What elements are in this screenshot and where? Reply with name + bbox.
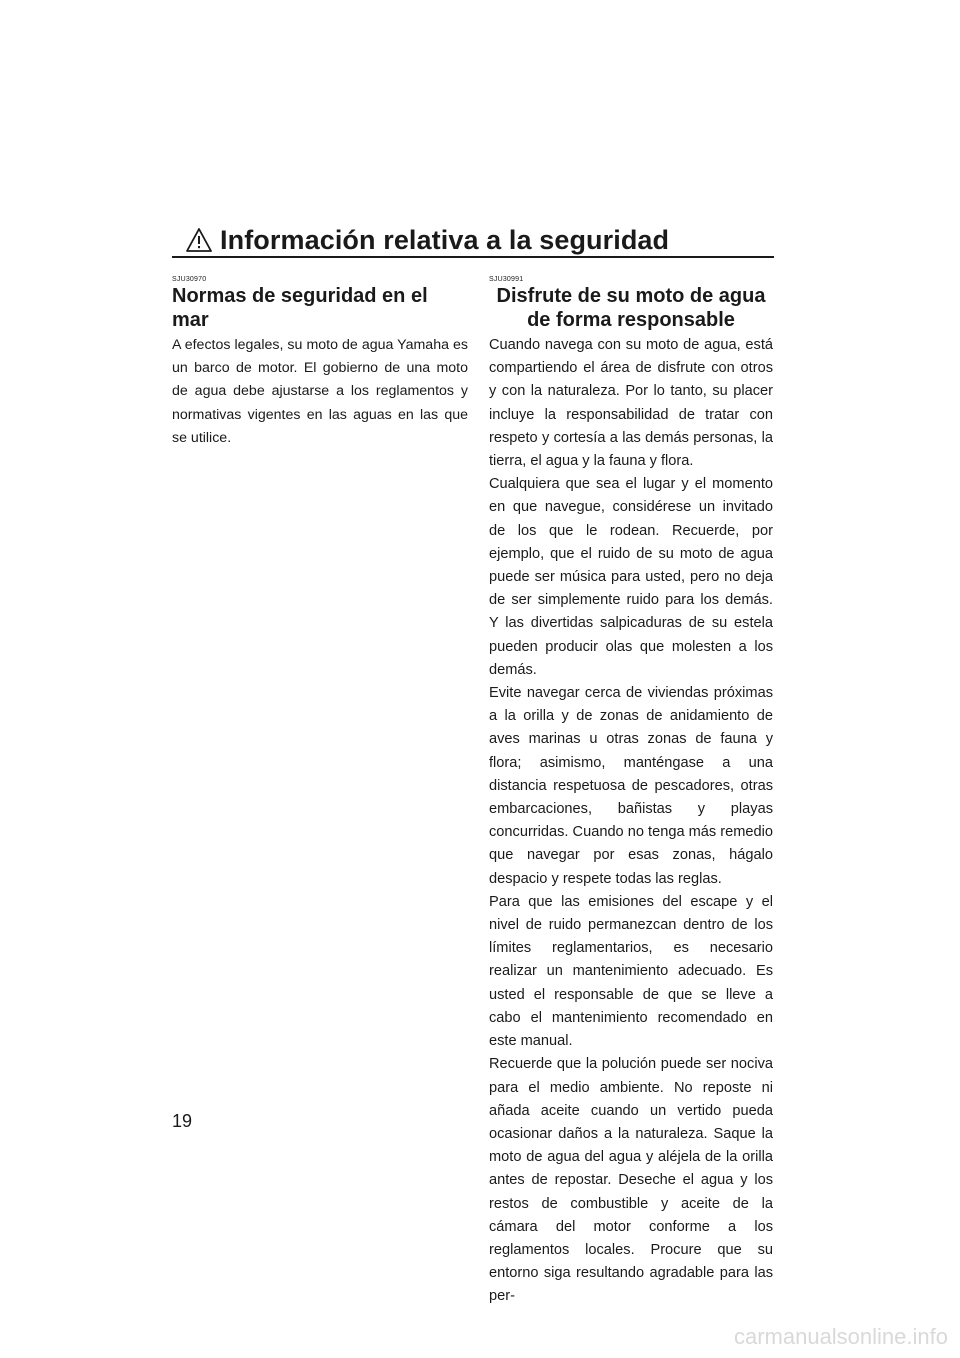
paragraph: Para que las emisiones del escape y el nivel de ruido permanezcan dentro de los límites reglamentarios, es necesario realizar un mantenimiento adecuado. Es usted el responsable de que se lleve a cabo el mantenimiento recomendado en este manual. <box>489 893 773 1050</box>
header-rule <box>172 256 774 258</box>
warning-triangle-icon <box>186 227 212 253</box>
section-code: SJU30991 <box>489 276 524 283</box>
right-column <box>489 276 773 1309</box>
header-row <box>172 222 774 258</box>
page-title: Información relativa a la seguridad <box>220 224 670 255</box>
section-body: A efectos legales, su moto de agua Yamaha es un barco de motor. El gobierno de una moto de agua debe ajustarse a los reglamentos y normativas vigentes en las aguas en las que se utilice. <box>172 337 468 446</box>
section-code: SJU30970 <box>172 276 207 283</box>
page-header <box>172 222 774 258</box>
left-column <box>172 276 468 450</box>
page-number: 19 <box>172 1111 193 1131</box>
watermark: carmanualsonline.info <box>733 1324 948 1349</box>
section-title: Disfrute de su moto de agua de forma responsable <box>496 285 766 331</box>
paragraph: Cuando navega con su moto de agua, está compartiendo el área de disfrute con otros y con la naturaleza. Por lo tanto, su placer incluye la responsabilidad de tratar con respeto y cortesía a las demás personas, la tierra, el agua y la fauna y flora. <box>489 337 773 470</box>
paragraph: Recuerde que la polución puede ser nociva para el medio ambiente. No reposte ni añada aceite cuando un vertido pueda ocasionar daños a la naturaleza. Saque la moto de agua del agua y aléjela de la orilla antes de repostar. Deseche el agua y los restos de combustible y aceite de la cámara del motor conforme a los reglamentos locales. Procure que su entorno siga resultando agradable para las per- <box>489 1056 773 1305</box>
paragraph: Cualquiera que sea el lugar y el momento en que navegue, considérese un invitado de los que le rodean. Recuerde, por ejemplo, que el ruido de su moto de agua puede ser música para usted, pero no deja de ser simplemente ruido para los demás. Y las divertidas salpicaduras de su estela pueden producir olas que molesten a los demás. <box>489 476 773 678</box>
paragraph: Evite navegar cerca de viviendas próximas a la orilla y de zonas de anidamiento de aves marinas u otras zonas de fauna y flora; asimismo, manténgase a una distancia respetuosa de pescadores, otras embarcaciones, bañistas y playas concurridas. Cuando no tenga más remedio que navegar por esas zonas, hágalo despacio y respete todas las reglas. <box>489 685 773 887</box>
section-title: Normas de seguridad en el mar <box>172 285 428 331</box>
